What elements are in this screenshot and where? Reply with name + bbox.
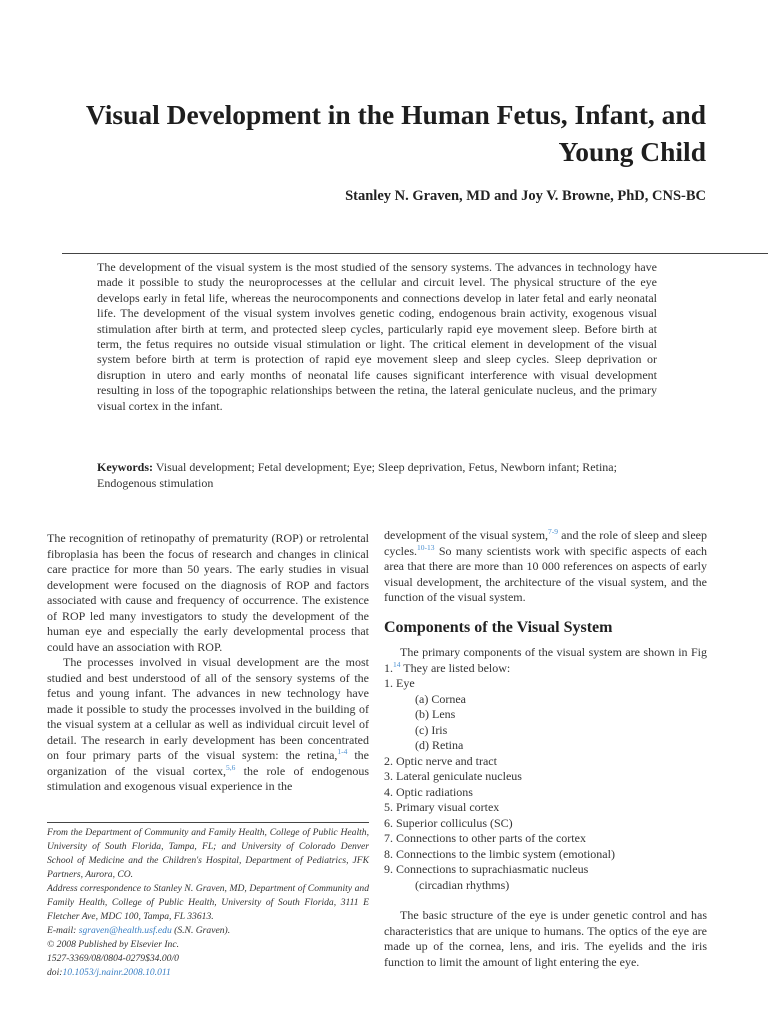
doi-link[interactable]: 10.1053/j.nainr.2008.10.011	[62, 967, 171, 978]
intro-paragraph-2	[47, 655, 369, 795]
issn-line: 1527-3369/08/0804-0279$34.00/0	[47, 953, 179, 964]
eye-structure-paragraph: The basic structure of the eye is under genetic control and has characteristics that are unique to humans. The optics of the eye are made up of the cornea, lens, and iris. The eyelids and the iris function to limit the amount of light entering the eye.	[384, 908, 707, 969]
copyright-line: © 2008 Published by Elsevier Inc.	[47, 939, 179, 950]
continued-paragraph	[384, 528, 707, 606]
keywords-label: Keywords:	[97, 460, 153, 474]
citation-link[interactable]: 5,6	[226, 762, 236, 772]
text-segment: The processes involved in visual development are the most studied and best understood of all of the sensory systems of the fetus and young infant. The advances in new technology have made it possible to study the processes involved in the building of the visual system at a cellular as well as individual circuit level of detail. The research in early development has been concentrated on four primary parts of the visual system: the retina,	[47, 655, 369, 762]
citation-link[interactable]: 14	[393, 659, 401, 669]
email-label: E-mail:	[47, 925, 79, 936]
abstract-divider	[62, 253, 768, 254]
list-subitem: (b) Lens	[415, 707, 456, 721]
components-list	[384, 676, 707, 893]
list-item-continuation: (circadian rhythms)	[415, 877, 510, 892]
text-segment: and the role of sleep and sleep cycles.	[384, 528, 707, 558]
correspondence-note: Address correspondence to Stanley N. Graven, MD, Department of Community and Family Health, College of Public Health, University of South Florida, 3111 E Fletcher Ave, MDC 100, Tampa, FL 33613.	[47, 883, 369, 922]
email-suffix: (S.N. Graven).	[171, 925, 231, 936]
text-segment: the organization of the visual cortex,	[47, 748, 369, 778]
list-subitem: (a) Cornea	[415, 691, 466, 706]
email-line	[47, 924, 369, 938]
citation-link[interactable]: 7-9	[548, 527, 559, 536]
section-heading: Components of the Visual System	[384, 618, 613, 636]
intro-paragraph-1: The recognition of retinopathy of prematurity (ROP) or retrolental fibroplasia has been the focus of research and changes in clinical care practice for more than 50 years. The early studies in visual development were focused on the diagnosis of ROP and factors associated with cause and frequency of occurrence. The existence of ROP led many investigators to study the development of the human eye and especially the early developmental process that could have an association with ROP.	[47, 531, 369, 654]
list-item: 5. Primary visual cortex	[384, 800, 500, 814]
list-subitem: (c) Iris	[415, 722, 448, 737]
affiliation-note: From the Department of Community and Family Health, College of Public Health, University of South Florida, Tampa, FL; and University of Colorado Denver School of Medicine and the Children's Hospital, Department of Pediatrics, JFK Partners, Aurora, CO.	[47, 827, 369, 880]
list-item: 1. Eye	[384, 676, 415, 690]
citation-link[interactable]: 10-13	[416, 542, 435, 552]
list-subitem: (d) Retina	[415, 738, 464, 752]
keywords	[97, 460, 662, 491]
abstract: The development of the visual system is the most studied of the sensory systems. The advances in technology have made it possible to study the neuroprocesses at the cellular and circuit level. The physical structure of the eye develops early in fetal life, whereas the neurocomponents and connections develop in later fetal and early neonatal life. The development of the visual system involves genetic coding, endogenous brain activity, exogenous visual stimulation after birth at term, and protected sleep cycles, particularly rapid eye movement sleep. Before birth at term, the fetus requires no outside visual stimulation or light. The critical element in development of the visual system before birth at term is protection of rapid eye movement sleep and sleep cycles. Sleep deprivation or disruption in utero and early months of neonatal life causes significant interference with visual development resulting in loss of the topographic relationships between the retina, the lateral geniculate nucleus, and the primary visual cortex in the infant.	[97, 260, 657, 413]
text-segment: the role of endogenous stimulation and exogenous visual experience in the	[47, 763, 370, 793]
doi-label: doi:	[47, 967, 63, 978]
email-link[interactable]: sgraven@health.usf.edu	[78, 925, 172, 936]
text-segment: The primary components of the visual system are shown in Fig 1.	[384, 645, 707, 675]
left-column	[47, 531, 369, 795]
list-item: 9. Connections to suprachiasmatic nucleus	[384, 862, 589, 876]
doi-line	[47, 966, 369, 980]
list-item: 3. Lateral geniculate nucleus	[384, 769, 522, 783]
list-item: 6. Superior colliculus (SC)	[384, 815, 513, 830]
footnote-divider	[47, 822, 369, 823]
text-segment: So many scientists work with specific aspects of each area that there are more than 10 000 references on aspects of early visual development, the architecture of the visual system, and the function of the visual system.	[384, 543, 707, 604]
components-intro	[384, 645, 707, 676]
paper-title: Visual Development in the Human Fetus, Infant, and Young Child	[85, 99, 706, 167]
citation-link[interactable]: 1-4	[337, 747, 348, 756]
list-item: 2. Optic nerve and tract	[384, 753, 497, 768]
author-line: Stanley N. Graven, MD and Joy V. Browne, PhD, CNS-BC	[345, 188, 706, 204]
article-footnote	[47, 826, 369, 980]
list-item: 8. Connections to the limbic system (emotional)	[384, 846, 615, 861]
right-column	[384, 528, 707, 970]
keywords-text: Visual development; Fetal development; Eye; Sleep deprivation, Fetus, Newborn infant; Retina; Endogenous stimulation	[97, 460, 617, 490]
text-segment: development of the visual system,	[384, 528, 549, 542]
list-item: 4. Optic radiations	[384, 784, 473, 799]
text-segment: They are listed below:	[400, 660, 511, 675]
list-item: 7. Connections to other parts of the cortex	[384, 831, 586, 845]
